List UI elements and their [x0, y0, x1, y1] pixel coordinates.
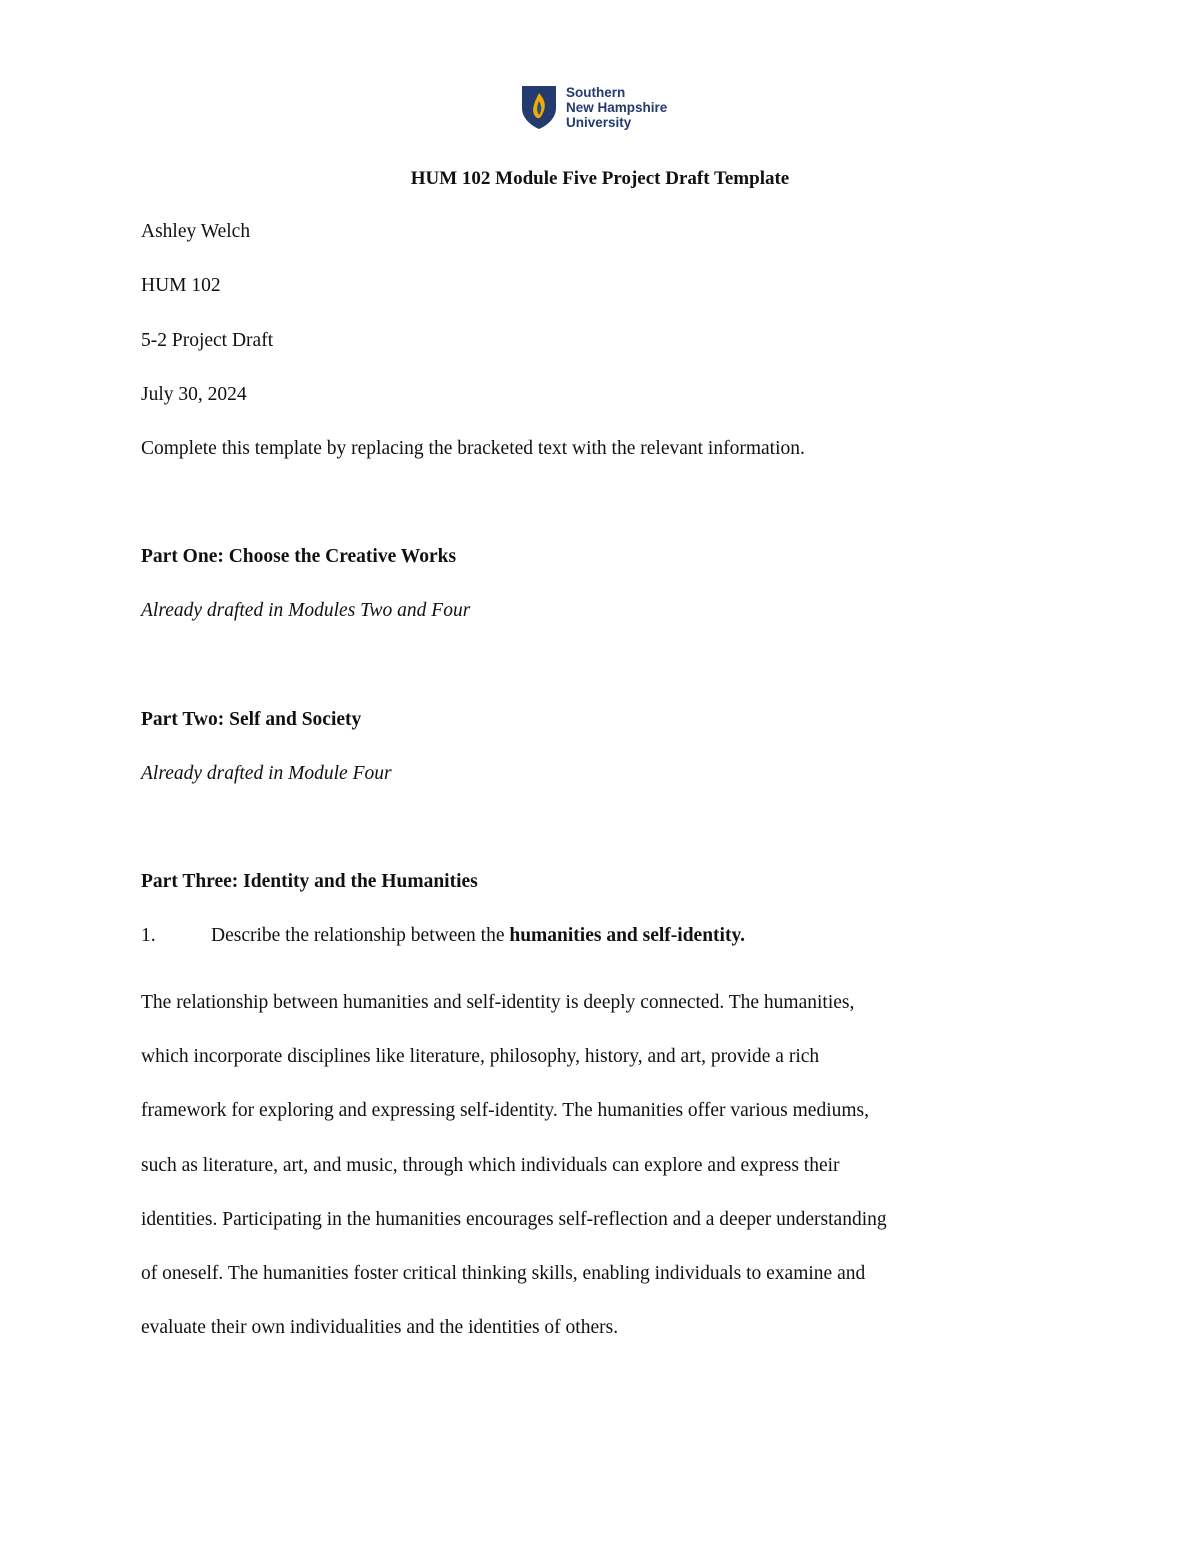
- snhu-shield-icon: [520, 84, 558, 130]
- answer-line: evaluate their own individualities and the identities of others.: [141, 1317, 619, 1339]
- question-number: 1.: [141, 925, 156, 946]
- part-two-note: Already drafted in Module Four: [141, 763, 392, 784]
- answer-line: which incorporate disciplines like literature, philosophy, history, and art, provide a rich: [141, 1046, 820, 1068]
- answer-paragraph: [141, 976, 1061, 1355]
- wordmark-line-1: Southern: [566, 84, 626, 100]
- course-code: HUM 102: [141, 275, 221, 296]
- answer-line: identities. Participating in the humanities encourages self-reflection and a deeper understanding: [141, 1208, 887, 1230]
- student-name: Ashley Welch: [141, 221, 251, 242]
- wordmark-line-3: University: [566, 114, 632, 130]
- assignment-name: 5-2 Project Draft: [141, 330, 274, 351]
- answer-line: The relationship between humanities and self-identity is deeply connected. The humanities,: [141, 992, 855, 1013]
- university-logo: [520, 84, 667, 130]
- part-three-heading: Part Three: Identity and the Humanities: [141, 871, 478, 892]
- question-1: [141, 921, 745, 951]
- submission-date: July 30, 2024: [141, 384, 247, 405]
- answer-line: of oneself. The humanities foster critical thinking skills, enabling individuals to examine and: [141, 1263, 866, 1285]
- document-title: HUM 102 Module Five Project Draft Template: [410, 168, 790, 189]
- question-prefix: Describe the relationship between the: [211, 925, 510, 946]
- wordmark-line-2: New Hampshire: [566, 99, 668, 115]
- university-wordmark: [566, 85, 667, 130]
- part-one-heading: Part One: Choose the Creative Works: [141, 546, 457, 567]
- answer-line: such as literature, art, and music, through which individuals can explore and express their: [141, 1154, 840, 1176]
- part-one-note: Already drafted in Modules Two and Four: [141, 600, 471, 621]
- answer-line: framework for exploring and expressing self-identity. The humanities offer various mediums,: [141, 1100, 869, 1122]
- instructions-text: Complete this template by replacing the bracketed text with the relevant information.: [141, 438, 805, 459]
- question-emphasis: humanities and self-identity.: [509, 925, 746, 946]
- part-two-heading: Part Two: Self and Society: [141, 709, 362, 730]
